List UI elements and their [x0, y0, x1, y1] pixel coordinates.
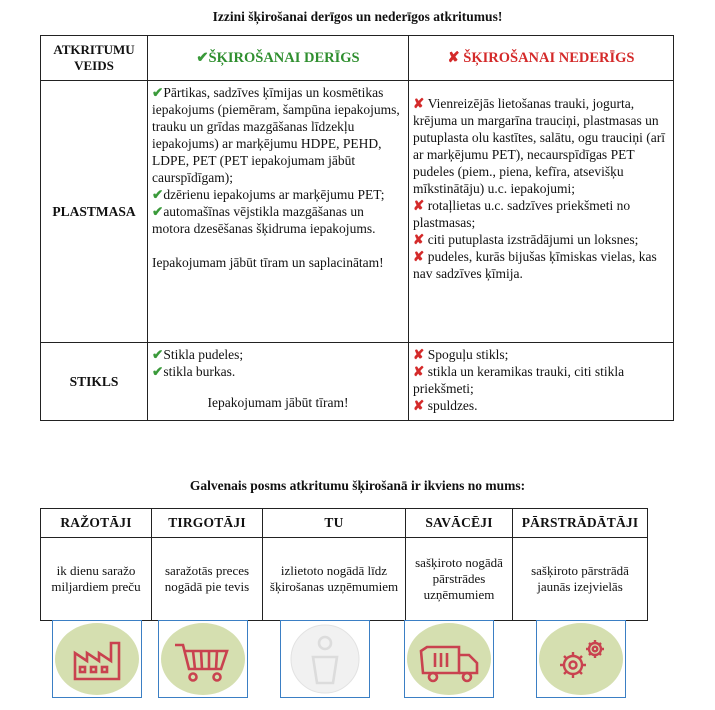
check-icon: ✔	[152, 204, 164, 219]
list-item: ✘ rotaļlietas u.c. sadzīves priekšmeti no plastmasas;	[413, 198, 631, 230]
list-item: ✔automašīnas vējstikla mazgāšanas un motora dzesēšanas šķidruma iepakojums.	[152, 204, 376, 236]
list-item: ✔dzērienu iepakojums ar marķējumu PET;	[152, 187, 385, 202]
garbage-truck-icon	[404, 620, 494, 698]
chain-header: PĀRSTRĀDĀTĀJI	[513, 509, 648, 538]
cross-icon: ✘	[413, 198, 428, 213]
glass-unsuitable-cell	[409, 343, 674, 421]
cross-icon: ✘	[413, 96, 428, 111]
chain-text: sašķiroto nogādā pārstrādes uzņēmumiem	[406, 538, 513, 621]
glass-suitable-cell	[148, 343, 409, 421]
list-item: ✘ Spoguļu stikls;	[413, 347, 509, 362]
sorting-chain-table	[40, 508, 648, 621]
chain-text: sašķiroto pārstrādā jaunās izejvielās	[513, 538, 648, 621]
icon-row	[40, 620, 648, 702]
plastic-note: Iepakojumam jābūt tīram un saplacinātam!	[152, 255, 384, 270]
cross-icon: ✘	[413, 364, 428, 379]
check-icon: ✔	[152, 187, 164, 202]
check-icon: ✔	[152, 364, 164, 379]
chain-header: RAŽOTĀJI	[41, 509, 152, 538]
shopping-cart-icon	[158, 620, 248, 698]
gears-icon	[536, 620, 626, 698]
header-unsuitable: ✘ ŠĶIROŠANAI NEDERĪGS	[409, 36, 674, 81]
list-item: ✔stikla burkas.	[152, 364, 236, 379]
header-suitable: ✔ŠĶIROŠANAI DERĪGS	[148, 36, 409, 81]
check-icon: ✔	[196, 49, 209, 66]
list-item: ✘ pudeles, kurās bijušas ķīmiskas vielas, kas nav sadzīves ķīmija.	[413, 249, 657, 281]
row-label-glass: STIKLS	[41, 343, 148, 421]
plastic-suitable-cell	[148, 81, 409, 343]
chain-header: TIRGOTĀJI	[152, 509, 263, 538]
list-item: ✘ stikla un keramikas trauki, citi stikla priekšmeti;	[413, 364, 625, 396]
waste-sorting-table	[40, 35, 674, 421]
row-label-plastic: PLASTMASA	[41, 81, 148, 343]
chain-text: izlietoto nogādā līdz šķirošanas uzņēmumiem	[263, 538, 406, 621]
chain-text: saražotās preces nogādā pie tevis	[152, 538, 263, 621]
cross-icon: ✘	[413, 232, 428, 247]
list-item: ✔Stikla pudeles;	[152, 347, 244, 362]
plastic-unsuitable-cell	[409, 81, 674, 343]
list-item: ✘ citi putuplasta izstrādājumi un loksnes;	[413, 232, 639, 247]
check-icon: ✔	[152, 347, 164, 362]
page-title: Izzini šķirošanai derīgos un nederīgos atkritumus!	[212, 9, 503, 24]
cross-icon: ✘	[447, 49, 464, 66]
chain-header: TU	[263, 509, 406, 538]
chain-header: SAVĀCĒJI	[406, 509, 513, 538]
list-item: ✘ Vienreizējās lietošanas trauki, jogurta, krējuma un margarīna trauciņi, plastmasas un putuplasta olu kastītes, salātu, ogu trauciņi (arī ar marķējumu PET), necaurspīdīgas PET pudeles (piem., piena, kefīra, atsevišķu mīkstinātāju) u.c. iepakojumi;	[413, 96, 665, 196]
header-waste-type: ATKRITUMU VEIDS	[41, 36, 148, 81]
person-bin-icon	[280, 620, 370, 698]
cross-icon: ✘	[413, 347, 428, 362]
chain-text: ik dienu saražo miljardiem preču	[41, 538, 152, 621]
cross-icon: ✘	[413, 249, 428, 264]
check-icon: ✔	[152, 85, 164, 100]
factory-icon	[52, 620, 142, 698]
cross-icon: ✘	[413, 398, 428, 413]
glass-note: Iepakojumam jābūt tīram!	[207, 395, 349, 410]
list-item: ✔Pārtikas, sadzīves ķīmijas un kosmētikas iepakojums (piemēram, šampūna iepakojums, trauku un grīdas mazgāšanas līdzekļu iepakojums) ar marķējumu HDPE, PEHD, LDPE, PET (PET iepakojumam jābūt caurspīdīgam);	[152, 85, 400, 185]
list-item: ✘ spuldzes.	[413, 398, 478, 413]
section-title: Galvenais posms atkritumu šķirošanā ir ikviens no mums:	[189, 478, 526, 493]
